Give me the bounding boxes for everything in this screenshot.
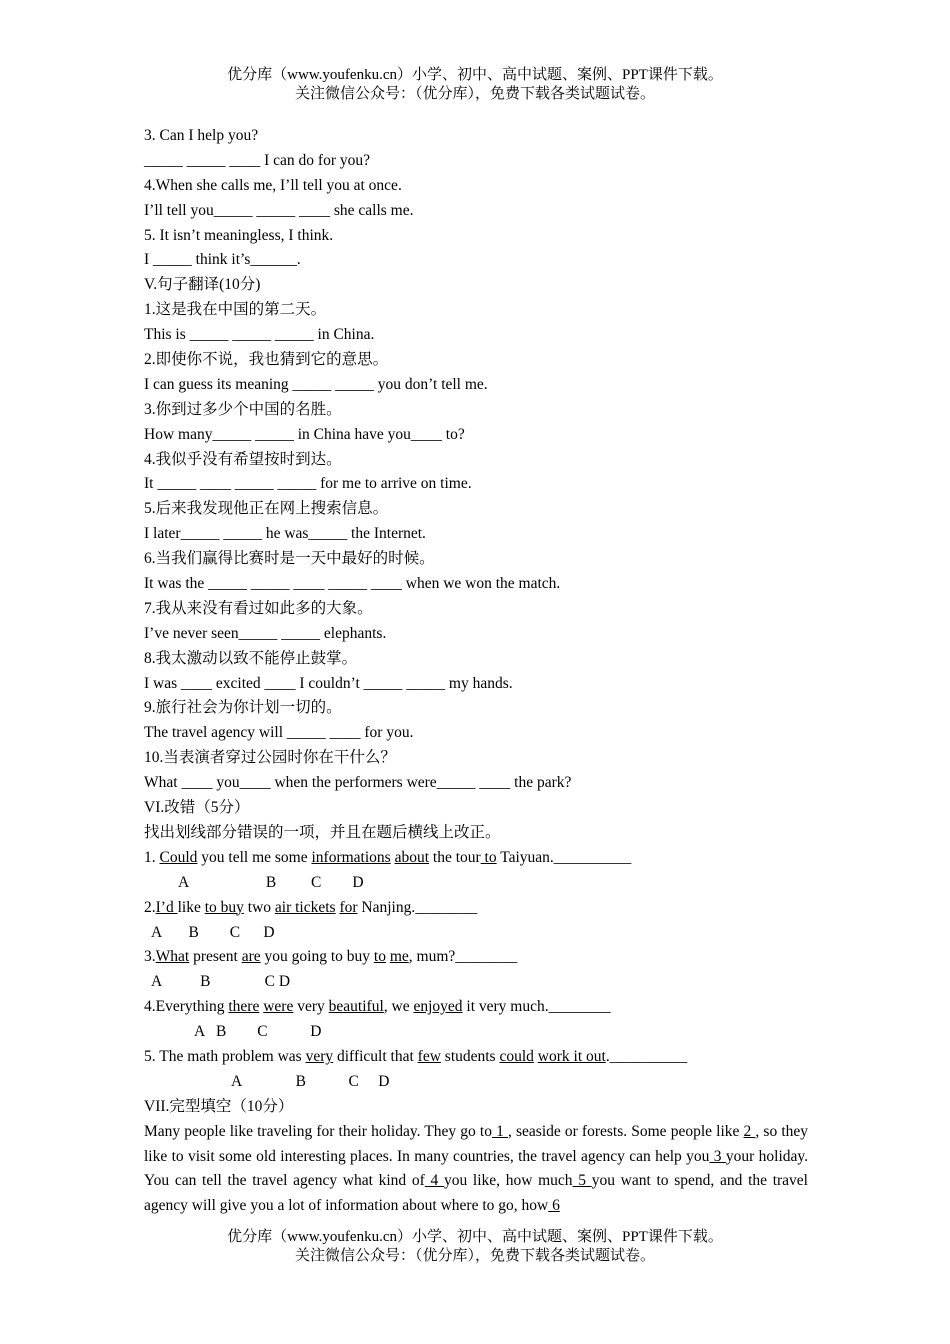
translation-line: 3.你到过多少个中国的名胜。 (144, 400, 342, 418)
translation-line: 4.我似乎没有希望按时到达。 (144, 450, 342, 468)
section-title-translation: V.句子翻译(10分) (144, 276, 261, 294)
underlined-a: there (228, 998, 260, 1016)
p4-line: I _____ think it’s______. (144, 251, 301, 269)
translation-line: I can guess its meaning _____ _____ you don’t tell me. (144, 375, 488, 393)
section-title-cloze: VII.完型填空（10分） (144, 1097, 294, 1115)
underlined-d: me (389, 948, 409, 966)
underlined-b: were (263, 998, 294, 1016)
translation-line: How many_____ _____ in China have you____ to? (144, 425, 465, 443)
option-letters: A B C D (178, 873, 364, 891)
underlined-b: are (241, 948, 261, 966)
underlined-a: Could (159, 848, 198, 866)
correction-question-1: 1. Could you tell me some informations about the tour to Taiyuan.__________ (144, 848, 632, 866)
correction-question-3: 3.What present are you going to buy to me, mum?________ (144, 948, 518, 966)
p4-line: _____ _____ ____ I can do for you? (144, 151, 370, 169)
translation-line: It was the _____ _____ ____ _____ ____ when we won the match. (144, 575, 561, 593)
translation-line: This is _____ _____ _____ in China. (144, 326, 375, 344)
underlined-d: work it out (537, 1047, 606, 1065)
translation-line: 1.这是我在中国的第二天。 (144, 301, 327, 319)
header-line-1: 优分库（www.youfenku.cn）小学、初中、高中试题、案例、PPT课件下载。 (227, 67, 723, 83)
translation-line: The travel agency will _____ ____ for you. (144, 724, 414, 742)
underlined-a: What (155, 948, 190, 966)
blank-5: 5 (572, 1172, 592, 1190)
translation-line: 5.后来我发现他正在网上搜索信息。 (144, 500, 389, 518)
translation-line: 6.当我们赢得比赛时是一天中最好的时候。 (144, 550, 435, 568)
translation-line: 7.我从来没有看过如此多的大象。 (144, 599, 373, 617)
translation-line: 9.旅行社会为你计划一切的。 (144, 699, 342, 717)
page-footer (0, 1228, 950, 1266)
translation-line: 8.我太激动以致不能停止鼓掌。 (144, 649, 358, 667)
translation-line: I later_____ _____ he was_____ the Internet. (144, 525, 426, 543)
underlined-b: to buy (204, 898, 244, 916)
underlined-b: informations (311, 848, 391, 866)
underlined-c: beautiful (328, 998, 384, 1016)
option-letters: A B C D (194, 1023, 322, 1041)
document-body (144, 124, 808, 1219)
underlined-b: few (417, 1047, 441, 1065)
header-line-2: 关注微信公众号：（优分库），免费下载各类试题试卷。 (294, 86, 655, 102)
translation-line: 2.即使你不说，我也猜到它的意思。 (144, 351, 389, 369)
correction-instruction: 找出划线部分错误的一项，并且在题后横线上改正。 (144, 823, 501, 841)
footer-line-1: 优分库（www.youfenku.cn）小学、初中、高中试题、案例、PPT课件下载。 (227, 1229, 723, 1245)
cloze-passage: Many people like traveling for their holiday. They go to 1 , seaside or forests. Some people like 2 , so they like to visit some old interesting places. In many countries, the travel agency can help you 3 your holiday. You can tell the travel agency what kind of 4 you like, how much 5 you want to spend, and the travel agency will give you a lot of information about where to go, how 6 (144, 1122, 809, 1215)
option-letters: A B C D (151, 973, 291, 991)
correction-question-2: 2.I’d like to buy two air tickets for Nanjing.________ (144, 898, 478, 916)
option-letters: A B C D (151, 923, 275, 941)
underlined-c: could (499, 1047, 534, 1065)
underlined-c: about (394, 848, 430, 866)
translation-line: What ____ you____ when the performers were_____ ____ the park? (144, 774, 572, 792)
section-title-correction: VI.改错（5分） (144, 799, 250, 817)
blank-6: 6 (548, 1197, 560, 1215)
blank-3: 3 (709, 1147, 726, 1165)
underlined-d: enjoyed (413, 998, 463, 1016)
underlined-c: to (373, 948, 386, 966)
correction-question-4: 4.Everything there were very beautiful, we enjoyed it very much.________ (144, 998, 611, 1016)
blank-4: 4 (424, 1172, 444, 1190)
underlined-c: air tickets (274, 898, 336, 916)
translation-line: I was ____ excited ____ I couldn’t _____ _____ my hands. (144, 674, 513, 692)
p4-line: 3. Can I help you? (144, 127, 259, 144)
footer-line-2: 关注微信公众号：（优分库），免费下载各类试题试卷。 (294, 1248, 655, 1264)
option-letters: A B C D (231, 1072, 390, 1090)
underlined-d: to (480, 848, 497, 866)
blank-1: 1 (491, 1122, 508, 1140)
p4-line: I’ll tell you_____ _____ ____ she calls me. (144, 201, 414, 219)
translation-line: I’ve never seen_____ _____ elephants. (144, 624, 387, 642)
underlined-a: I’d (155, 898, 178, 916)
underlined-d: for (339, 898, 358, 916)
p4-line: 4.When she calls me, I’ll tell you at once. (144, 176, 402, 194)
underlined-a: very (305, 1047, 334, 1065)
blank-2: 2 (743, 1122, 756, 1140)
translation-line: 10.当表演者穿过公园时你在干什么？ (144, 749, 396, 767)
correction-question-5: 5. The math problem was very difficult that few students could work it out.__________ (144, 1047, 688, 1065)
p4-line: 5. It isn’t meaningless, I think. (144, 226, 334, 244)
translation-line: It _____ ____ _____ _____ for me to arrive on time. (144, 475, 472, 493)
page-header (0, 66, 950, 104)
